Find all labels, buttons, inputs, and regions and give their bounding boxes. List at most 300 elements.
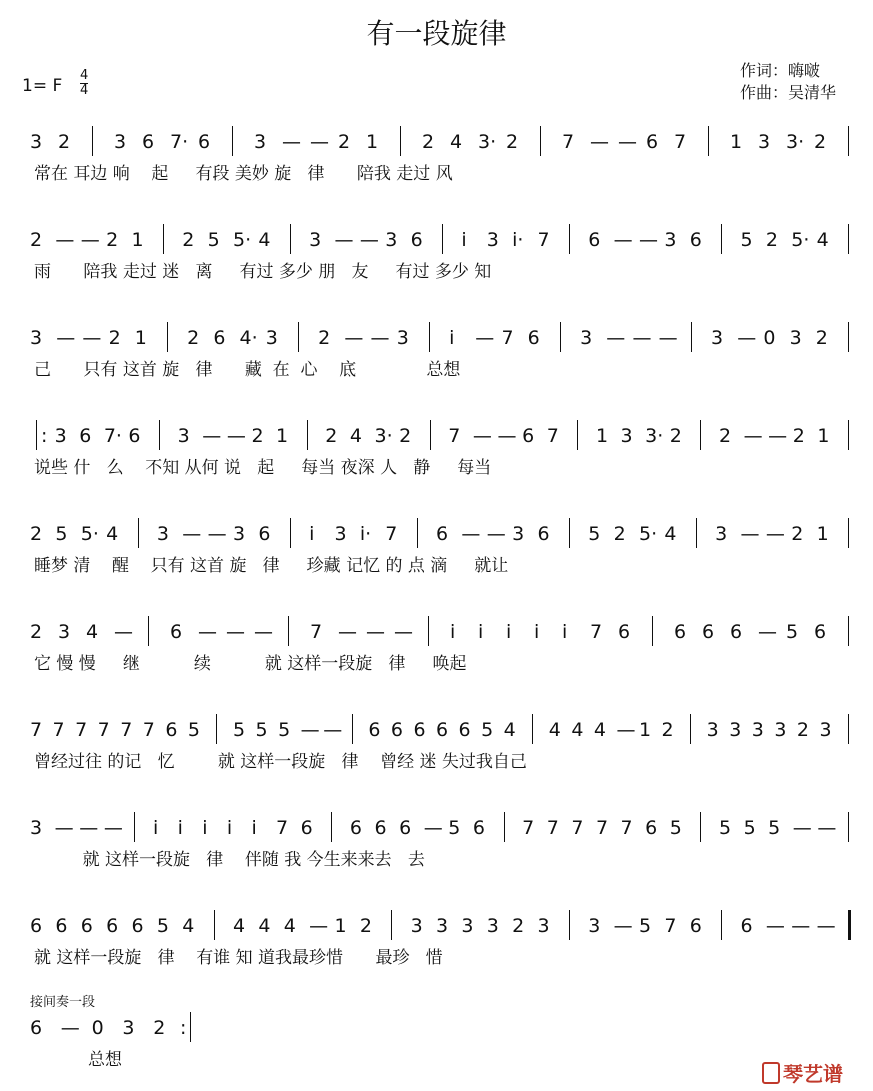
repeat-barline [190,1012,191,1042]
sustain-dash: — [618,131,637,153]
sustain-dash: — [423,817,443,839]
note: 1 [730,131,743,153]
note: 4 [349,425,362,447]
sustain-dash: — [792,817,812,839]
sustain-dash: — [765,523,785,545]
notation-line [0,228,873,256]
notation-line [0,620,873,648]
note: 3 [706,719,719,741]
note: 6 [618,621,631,643]
sustain-dash: — [616,719,636,741]
song-title: 有一段旋律 [366,17,507,50]
note: 4 [548,719,561,741]
note: 6 [128,425,141,447]
sustain-dash: — [344,327,364,349]
repeat-barline [848,910,851,940]
note: 3 [265,327,278,349]
note: 5 [207,229,220,251]
note: 4 [233,915,246,937]
sustain-dash: — [55,229,75,251]
note: 6 [436,523,449,545]
sustain-dash: — [768,425,788,447]
barline [214,910,215,940]
note: 4 [593,719,606,741]
lyrics-line [0,751,873,775]
note: 1 [639,719,652,741]
note: 3 [30,327,43,349]
sustain-dash: — [366,621,385,643]
note: 3 [122,1017,135,1039]
note: 6 [258,523,271,545]
note: 2 [399,425,412,447]
note: 3 [461,915,474,937]
lyric-text: 曾经过往 的记 忆 就 这样一段旋 律 曾经 迷 失过我自己 [34,752,527,772]
note: i [461,229,467,251]
note: 5· [80,523,99,545]
barline [138,518,139,548]
sustain-dash: — [370,327,390,349]
barline [721,910,722,940]
sustain-dash: — [114,621,133,643]
note: 7 [546,817,559,839]
note: 7 [142,719,155,741]
sustain-dash: — [817,817,837,839]
barline [696,518,697,548]
barline [848,714,849,744]
barline [848,616,849,646]
barline [298,322,299,352]
lyric-text: 就 这样一段旋 律 伴随 我 今生来来去 去 [34,850,425,870]
notation-line [0,718,873,746]
note: 1 [817,425,830,447]
note: 5 [718,817,732,839]
note: 2 [506,131,519,153]
note: 6 [55,915,68,937]
sustain-dash: — [658,327,678,349]
note: i [153,817,159,839]
note: 5 [481,719,494,741]
score-row [0,130,873,194]
barline [540,126,541,156]
note: 7 [595,817,609,839]
note: 4 [816,229,829,251]
note: 3 [177,425,190,447]
sustain-dash: — [461,523,481,545]
note: 7 [30,719,43,741]
barline [577,420,578,450]
note: 5 [639,915,652,937]
note: 1 [276,425,289,447]
note: i [226,817,233,839]
lyric-text: 它 慢 慢 继 续 就 这样一段旋 律 唤起 [34,654,467,674]
sustain-dash: — [758,621,777,643]
note: 3 [410,915,423,937]
note: 6 [368,719,381,741]
note: 3 [537,915,550,937]
note: 2 [318,327,331,349]
sustain-dash: — [226,621,245,643]
barline [848,420,849,450]
score-row [0,620,873,684]
note: 6 [730,621,743,643]
note: 3 [620,425,633,447]
note: i [478,621,484,643]
note: 6 [390,719,403,741]
score-row [0,522,873,586]
notation-line [0,424,873,452]
sustain-dash: — [639,229,658,251]
note: 6 [740,915,753,937]
note: 3 [233,523,246,545]
barline [232,126,233,156]
barline [428,616,429,646]
score-row [0,914,873,978]
note: 6 [198,131,211,153]
lyric-text: 睡梦 清 醒 只有 这首 旋 律 珍藏 记忆 的 点 滴 就让 [34,556,509,576]
note: 3 [664,229,677,251]
note: 5 [740,229,753,251]
barline [848,518,849,548]
note: 5 [156,915,169,937]
note: 2 [613,523,626,545]
time-signature [80,69,88,98]
note: 3· [645,425,664,447]
sustain-dash: — [334,229,354,251]
note: 4 [571,719,584,741]
sustain-dash: — [56,327,76,349]
barline [690,714,691,744]
note: 5 [743,817,756,839]
time-signature-bottom: 4 [80,83,89,98]
sustain-dash: — [613,229,633,251]
note: 7 [448,425,461,447]
note: i [450,621,456,643]
note: 3 [309,229,322,251]
sustain-dash: — [182,523,202,545]
sustain-dash: — [254,621,273,643]
note: 6 [436,719,449,741]
note: 3 [588,915,601,937]
note: 3· [786,131,805,153]
note: 2 [182,229,195,251]
sustain-dash: — [472,425,492,447]
note: 7 [310,621,323,643]
sustain-dash: — [202,425,222,447]
note: 6 [645,817,658,839]
note: 1 [334,915,347,937]
sustain-dash: — [309,915,329,937]
lyrics-line [0,163,873,187]
sustain-dash: — [613,915,633,937]
barline [569,910,570,940]
note: i [202,817,208,839]
lyrics-line [0,653,873,677]
note: 6 [814,621,827,643]
sustain-dash: — [338,621,357,643]
lyrics-line [0,1049,873,1073]
note: 6 [702,621,715,643]
barline [848,322,849,352]
sustain-dash: — [740,523,760,545]
sustain-dash: — [60,1017,80,1039]
barline [652,616,653,646]
note: 1 [595,425,609,447]
note: 2 [661,719,674,741]
note: 2 [765,229,778,251]
sustain-dash: — [323,719,343,741]
note: 6 [349,817,362,839]
note: 5· [639,523,658,545]
note: 4 [664,523,677,545]
barline [429,322,430,352]
note: 2 [251,425,264,447]
score-row [0,228,873,292]
note: 5 [448,817,461,839]
note: 7· [103,425,122,447]
barline [700,812,701,842]
sustain-dash: — [80,229,100,251]
note: 2 [30,229,43,251]
note: 3 [751,719,764,741]
note: 2 [58,131,71,153]
note: 4 [258,915,271,937]
note: i· [512,229,524,251]
barline [400,126,401,156]
sustain-dash: — [79,817,99,839]
score-row [0,718,873,782]
note: 3· [374,425,393,447]
note: 2 [153,1017,166,1039]
note: 1 [134,327,147,349]
barline [167,322,168,352]
note: 5 [768,817,781,839]
note: 3 [114,131,127,153]
note: 1 [816,523,829,545]
note: 3 [486,229,499,251]
sustain-dash: — [198,621,217,643]
note: 6 [142,131,155,153]
logo-icon [762,1062,780,1084]
score-row [0,326,873,390]
barline [148,616,149,646]
note: 7 [571,817,584,839]
barline [848,224,849,254]
barline [442,224,443,254]
sustain-dash: — [300,719,320,741]
note: 6 [80,915,93,937]
logo-text: 琴艺谱 [783,1062,843,1086]
note: 6 [399,817,412,839]
note: 3 [711,327,724,349]
note: 7 [546,425,559,447]
barline [560,322,561,352]
note: 2 [108,327,121,349]
note: 2 [791,523,804,545]
note: 7 [537,229,550,251]
note: 7 [52,719,65,741]
logo [762,1058,843,1087]
note: 2 [718,425,732,447]
lyric-text: 常在 耳边 响 起 有段 美妙 旋 律 陪我 走过 风 [34,164,453,184]
note: 6 [170,621,183,643]
barline [430,420,431,450]
sustain-dash: — [590,131,609,153]
sustain-dash: — [632,327,652,349]
note: 2 [669,425,682,447]
repeat-dots: : [41,425,48,447]
note: 4 [182,915,195,937]
note: 1 [366,131,379,153]
note: 6 [689,229,702,251]
note: 4 [283,915,296,937]
note: 3 [30,817,43,839]
sustain-dash: — [103,817,123,839]
note: 6 [689,915,702,937]
sustain-dash: — [394,621,413,643]
barline [92,126,93,156]
note: 4 [106,523,119,545]
note: 3 [156,523,169,545]
notation-line [0,130,873,158]
note: 3 [436,915,449,937]
note: 2 [815,327,828,349]
note: 3 [54,425,67,447]
note: 7 [590,621,603,643]
note: 5 [669,817,682,839]
lyric-text: 雨 陪我 走过 迷 离 有过 多少 朋 友 有过 多少 知 [34,262,492,282]
barline [848,812,849,842]
lyric-text: 就 这样一段旋 律 有谁 知 道我最珍惜 最珍 惜 [34,948,443,968]
note: 4 [450,131,463,153]
sustain-dash: — [743,425,763,447]
note: 7 [664,915,677,937]
note: 6 [213,327,226,349]
sustain-dash: — [791,915,811,937]
note: i [449,327,455,349]
note: 6 [527,327,540,349]
note: 6 [106,915,119,937]
barline [163,224,164,254]
note: 3 [580,327,593,349]
sustain-dash: — [606,327,626,349]
note: 6 [674,621,687,643]
sustain-dash: — [226,425,246,447]
note: 6 [30,915,43,937]
note: 5 [278,719,291,741]
note: 5 [233,719,246,741]
sustain-dash: — [282,131,301,153]
note: 3 [758,131,771,153]
note: 4· [239,327,258,349]
barline [216,714,217,744]
sustain-dash: — [475,327,495,349]
lyrics-line [0,359,873,383]
note: 3 [774,719,787,741]
note: 6 [537,523,550,545]
sustain-dash: — [310,131,329,153]
barline [532,714,533,744]
note: 1 [131,229,144,251]
notation-line [0,522,873,550]
lyric-text: 己 只有 这首 旋 律 藏 在 心 底 总想 [34,360,461,380]
time-signature-top: 4 [80,68,89,83]
note: 7 [501,327,514,349]
lyric-text: 说些 什 么 不知 从何 说 起 每当 夜深 人 静 每当 [34,458,492,478]
barline [288,616,289,646]
sustain-dash: — [497,425,517,447]
barline [700,420,701,450]
note: 5 [255,719,268,741]
note: 3 [819,719,832,741]
note: 5 [588,523,601,545]
sustain-dash: — [737,327,757,349]
barline [159,420,160,450]
note: 6 [458,719,471,741]
sustain-dash: — [54,817,74,839]
barline [331,812,332,842]
note: 2 [30,523,43,545]
note: 3 [729,719,742,741]
note: 7 [276,817,289,839]
note: i [177,817,183,839]
note: 6 [374,817,387,839]
lyricist: 作词：嗨啵 [740,61,821,80]
repeat-dots: : [180,1017,187,1039]
note: 7 [522,817,535,839]
lyrics-line [0,849,873,873]
note: 7· [170,131,189,153]
note: 3 [512,523,525,545]
note: 3 [789,327,802,349]
note: 4 [503,719,516,741]
note: 5· [791,229,810,251]
repeat-barline [36,420,37,450]
lyrics-line [0,457,873,481]
note: 2 [792,425,805,447]
note: 6 [410,229,423,251]
sustain-dash: — [207,523,227,545]
barline [290,518,291,548]
note: 3 [486,915,499,937]
sustain-dash: — [359,229,379,251]
lyrics-line [0,947,873,971]
note: 6 [472,817,485,839]
note: 5 [187,719,200,741]
barline [134,812,135,842]
barline [391,910,392,940]
notation-line [0,326,873,354]
note: 3 [715,523,728,545]
barline [290,224,291,254]
composer: 作曲：吴清华 [740,83,837,102]
note: i [506,621,512,643]
note: 2 [106,229,119,251]
note: 5 [55,523,68,545]
barline [721,224,722,254]
note: 3 [58,621,71,643]
note: 6 [131,915,144,937]
note: 6 [300,817,313,839]
score-row [0,816,873,880]
barline [307,420,308,450]
note: i [251,817,257,839]
note: i [534,621,540,643]
score-row [0,1016,873,1080]
note: 2 [512,915,525,937]
note: 2 [359,915,372,937]
sustain-dash: — [82,327,102,349]
barline [848,126,849,156]
